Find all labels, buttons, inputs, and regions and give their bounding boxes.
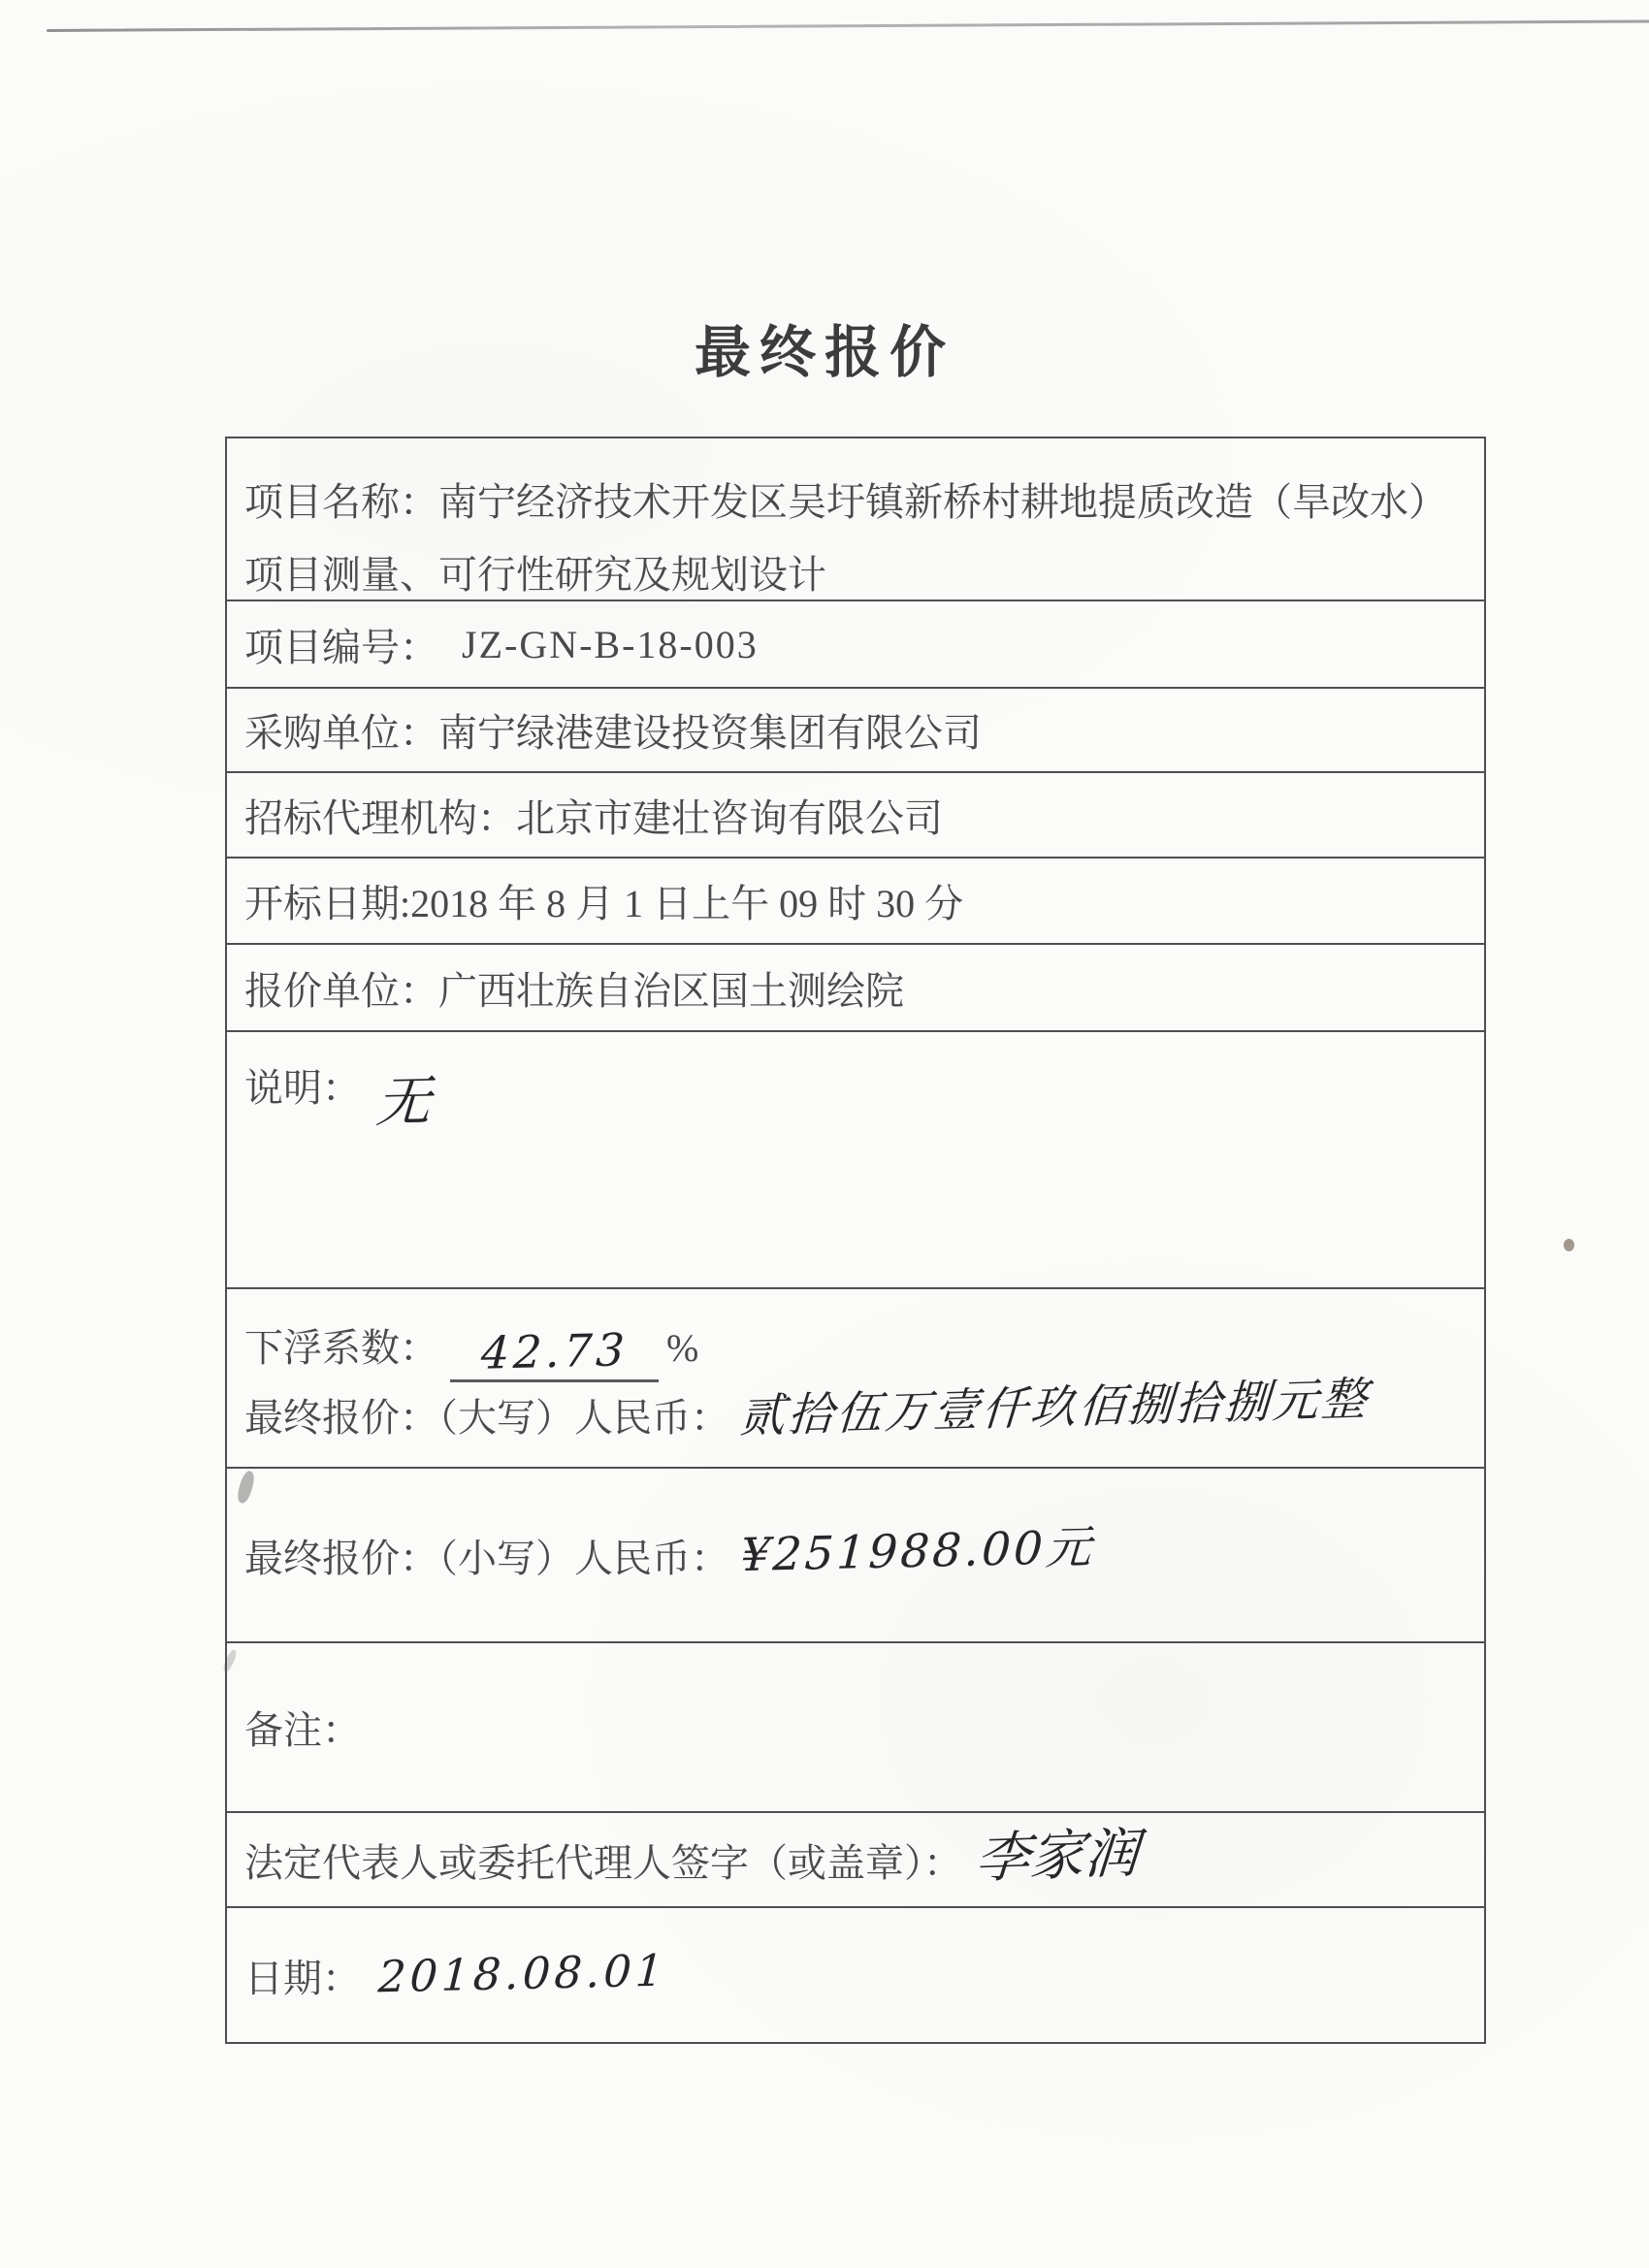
- project-name-line1: [244, 466, 1472, 538]
- row-date: [227, 1908, 1484, 2042]
- label-bid-opening-date: 开标日期:: [244, 882, 411, 925]
- handwritten-discount-value: 42.73: [479, 1323, 630, 1379]
- handwritten-final-price-upper: 贰拾伍万壹仟玖佰捌拾捌元整: [737, 1372, 1372, 1444]
- value-project-number: JZ-GN-B-18-003: [462, 622, 759, 666]
- row-project-name: [227, 438, 1484, 601]
- row-discount-and-upper-price: [227, 1289, 1484, 1469]
- label-signature: 法定代表人或委托代理人签字（或盖章）：: [244, 1840, 962, 1885]
- document-title: 最终报价: [694, 321, 954, 384]
- value-agency: 北京市建壮咨询有限公司: [516, 795, 943, 840]
- label-agency: 招标代理机构：: [244, 795, 516, 840]
- label-bidder: 报价单位：: [244, 968, 438, 1013]
- label-final-price-lower: 最终报价：（小写）人民币：: [244, 1536, 729, 1580]
- label-project-name: 项目名称：: [244, 480, 438, 524]
- label-note: 说明：: [244, 1066, 361, 1110]
- handwritten-signature: 李家润: [973, 1821, 1141, 1892]
- project-name-line2: [244, 538, 1472, 611]
- value-project-name-continued: 项目测量、可行性研究及规划设计: [244, 553, 826, 597]
- discount-fill-in-line: [450, 1323, 659, 1382]
- final-price-upper-line: [244, 1372, 1472, 1452]
- scan-dot-artifact: [1564, 1239, 1574, 1251]
- value-bid-opening-date: 2018 年 8 月 1 日上午 09 时 30 分: [410, 882, 964, 925]
- row-final-price-lower: [227, 1469, 1484, 1643]
- value-project-name: 南宁经济技术开发区吴圩镇新桥村耕地提质改造（旱改水）: [438, 480, 1447, 524]
- row-remark: [227, 1643, 1484, 1813]
- row-signature: [227, 1813, 1484, 1908]
- label-final-price-upper: 最终报价：（大写）人民币：: [244, 1396, 729, 1440]
- quotation-table: [225, 437, 1486, 2044]
- label-date: 日期：: [244, 1956, 361, 2000]
- row-agency: [227, 773, 1484, 859]
- discount-percent-sign: %: [666, 1326, 699, 1370]
- label-project-number: 项目编号：: [244, 625, 438, 669]
- row-bidder: [227, 945, 1484, 1032]
- row-project-number: [227, 601, 1484, 689]
- row-purchaser: [227, 689, 1484, 773]
- row-bid-opening-date: [227, 859, 1484, 945]
- label-purchaser: 采购单位：: [244, 711, 438, 755]
- handwritten-note: 无: [374, 1070, 433, 1135]
- row-note: [227, 1032, 1484, 1289]
- handwritten-date: 2018.08.01: [376, 1944, 668, 2002]
- label-discount: 下浮系数：: [244, 1326, 438, 1370]
- value-purchaser: 南宁绿港建设投资集团有限公司: [438, 711, 982, 755]
- value-bidder: 广西壮族自治区国土测绘院: [438, 968, 904, 1013]
- handwritten-final-price-lower: ¥251988.00元: [739, 1520, 1096, 1582]
- label-remark: 备注：: [244, 1708, 361, 1752]
